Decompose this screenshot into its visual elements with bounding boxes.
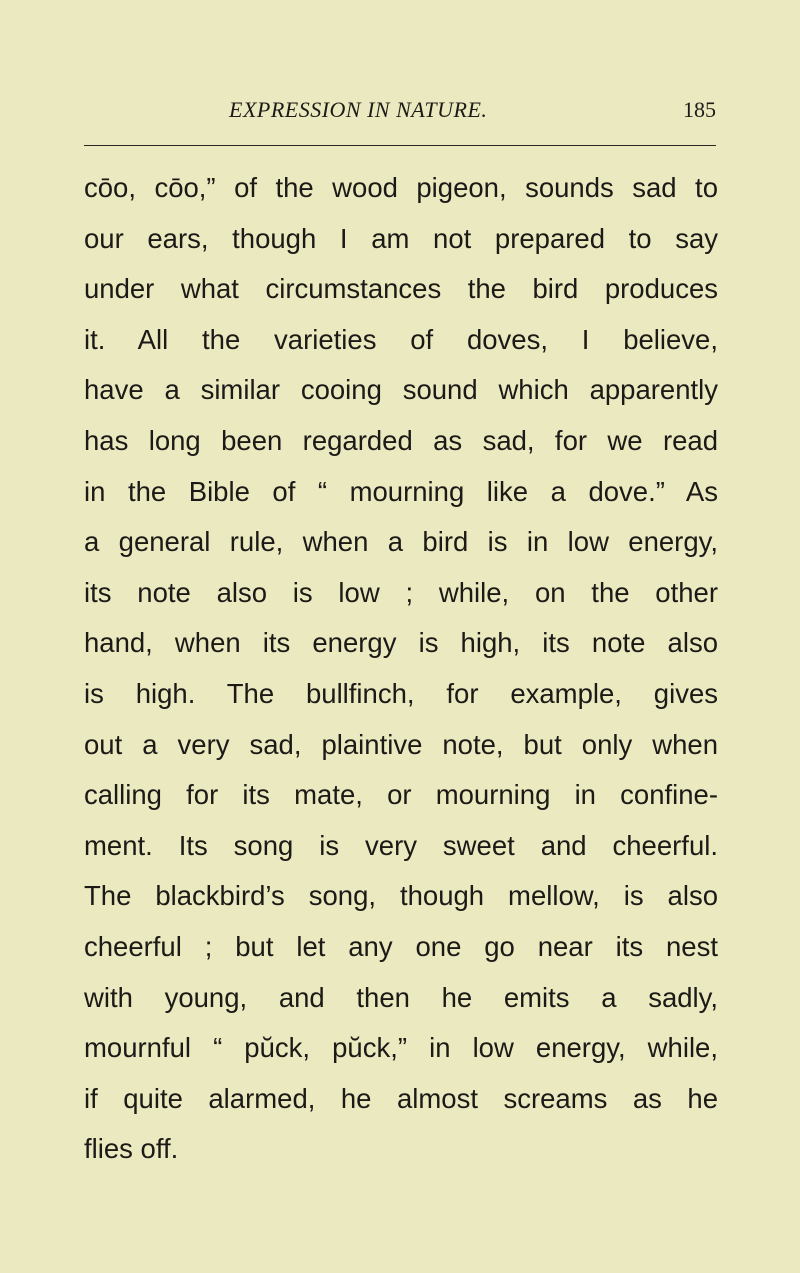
text-line: ment. Its song is very sweet and cheerful.	[84, 829, 718, 861]
text-line: a general rule, when a bird is in low energy,	[84, 526, 718, 558]
text-line: has long been regarded as sad, for we read	[84, 424, 718, 456]
text-line: in the Bible of “ mourning like a dove.” As	[84, 475, 718, 507]
page-number: 185	[683, 97, 716, 122]
text-line: it. All the varieties of doves, I believe,	[84, 323, 718, 355]
running-head	[84, 97, 716, 137]
text-line: out a very sad, plaintive note, but only when	[84, 728, 718, 760]
text-line: The blackbird’s song, though mellow, is also	[84, 880, 718, 912]
text-line: if quite alarmed, he almost screams as he	[84, 1082, 718, 1114]
text-line: our ears, though I am not prepared to say	[84, 222, 718, 254]
text-line: cōo, cōo,” of the wood pigeon, sounds sad to	[84, 172, 718, 203]
text-line: calling for its mate, or mourning in confine-	[84, 779, 718, 811]
text-line: with young, and then he emits a sadly,	[84, 981, 718, 1013]
text-line: cheerful ; but let any one go near its nest	[84, 930, 718, 962]
text-line-last: flies off.	[84, 1133, 179, 1165]
text-line: its note also is low ; while, on the other	[84, 576, 718, 608]
text-line: mournful “ pŭck, pŭck,” in low energy, while,	[84, 1032, 718, 1064]
header-rule	[84, 145, 716, 146]
text-line: under what circumstances the bird produces	[84, 273, 718, 305]
running-title: EXPRESSION IN NATURE.	[229, 97, 488, 122]
text-line: have a similar cooing sound which apparently	[84, 374, 718, 406]
body-text	[84, 163, 718, 1175]
text-line: is high. The bullfinch, for example, gives	[84, 677, 718, 709]
text-line: hand, when its energy is high, its note also	[84, 627, 718, 659]
